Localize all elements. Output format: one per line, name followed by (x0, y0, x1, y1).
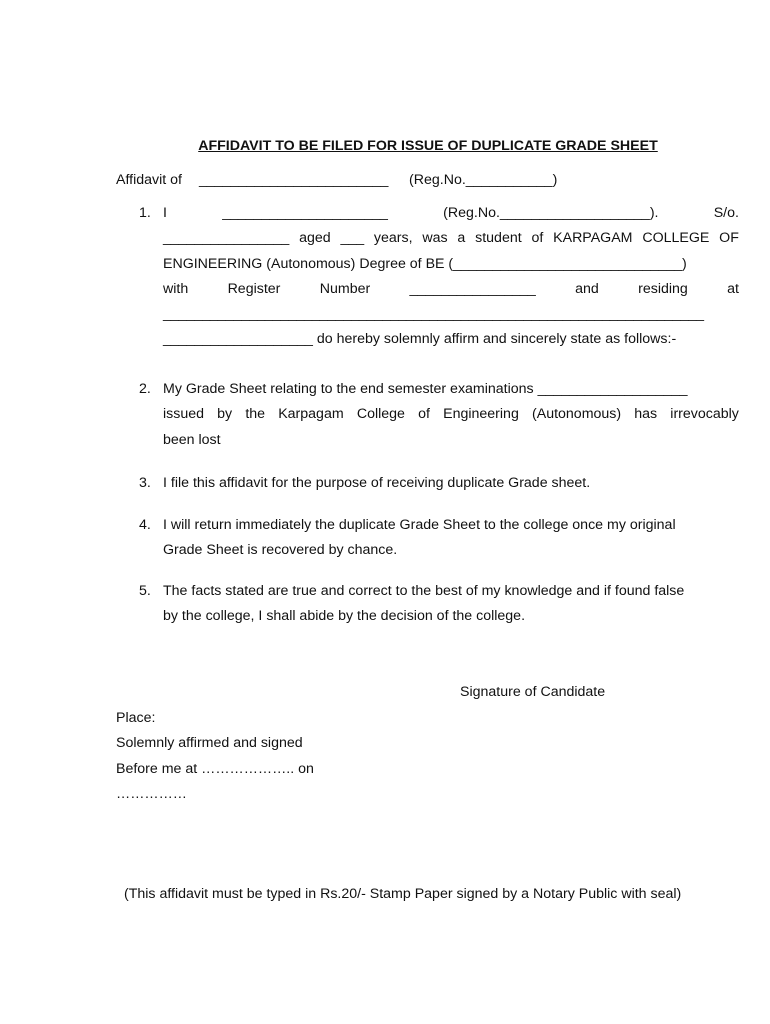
item-2-word: Engineering (443, 406, 519, 422)
item-1-word: residing (638, 281, 688, 297)
reg-no-field: (Reg.No.___________) (409, 172, 558, 188)
item-5-line-1: The facts stated are true and correct to the best of my knowledge and if found false (163, 583, 685, 599)
item-1-number: 1. (139, 205, 151, 221)
item-1-word: KARPAGAM (553, 230, 633, 246)
item-1-line-3: ENGINEERING (Autonomous) Degree of BE (_____________________________) (163, 256, 687, 272)
item-2-word: irrevocably (670, 406, 739, 422)
item-5-line-2: by the college, I shall abide by the decision of the college. (163, 608, 526, 624)
item-2-line-3: been lost (163, 432, 221, 448)
item-2-word: by (217, 406, 233, 422)
item-4-line-1: I will return immediately the duplicate Grade Sheet to the college once my original (163, 517, 676, 533)
item-1-word: _____________________ (222, 205, 388, 221)
footer-note: (This affidavit must be typed in Rs.20/- Stamp Paper signed by a Notary Public with seal) (124, 886, 682, 902)
item-1-line-1 (163, 205, 739, 221)
item-1-word: years, (373, 230, 413, 246)
item-1-word: COLLEGE (642, 230, 710, 246)
item-2-line-1: My Grade Sheet relating to the end semester examinations ___________________ (163, 381, 688, 397)
item-1-word: at (727, 281, 739, 297)
item-5-number: 5. (139, 583, 151, 599)
item-1-word: of (531, 230, 544, 246)
before-me-label: Before me at ……………….. on (116, 761, 314, 777)
affirmed-label: Solemnly affirmed and signed (116, 735, 303, 751)
item-1-word: student (475, 230, 522, 246)
item-2-word: (Autonomous) (532, 406, 622, 422)
item-2-word: issued (163, 406, 205, 422)
item-2-word: of (418, 406, 430, 422)
item-1-line-5: _____________________________________________________________________ (163, 306, 704, 322)
signature-label: Signature of Candidate (460, 684, 606, 700)
item-1-word: OF (719, 230, 739, 246)
item-2-number: 2. (139, 381, 151, 397)
item-1-line-2 (163, 230, 739, 246)
item-1-word: was (422, 230, 448, 246)
item-1-word: and (575, 281, 599, 297)
item-2-line-2 (163, 406, 739, 422)
item-3-number: 3. (139, 475, 151, 491)
item-1-word: ___ (340, 230, 365, 246)
date-dots: …………… (116, 786, 187, 802)
item-2-word: the (245, 406, 266, 422)
item-4-line-2: Grade Sheet is recovered by chance. (163, 542, 398, 558)
item-1-word: ________________ (409, 281, 536, 297)
item-4-number: 4. (139, 517, 151, 533)
place-label: Place: (116, 710, 156, 726)
item-1-word: I (163, 205, 167, 221)
document-title: AFFIDAVIT TO BE FILED FOR ISSUE OF DUPLICATE GRADE SHEET (198, 138, 658, 154)
item-1-word: with (163, 281, 189, 297)
item-2-word: has (634, 406, 658, 422)
item-2-word: Karpagam (278, 406, 344, 422)
item-1-word: S/o. (713, 205, 739, 221)
affidavit-of-label: Affidavit of (116, 172, 182, 188)
item-1-word: ________________ (163, 230, 290, 246)
item-3-line-1: I file this affidavit for the purpose of receiving duplicate Grade sheet. (163, 475, 591, 491)
item-1-line-4 (163, 281, 739, 297)
item-1-word: aged (299, 230, 331, 246)
item-1-word: Number (319, 281, 371, 297)
item-1-word: a (457, 230, 466, 246)
affidavit-of-blank: ________________________ (199, 172, 389, 188)
item-1-line-6: ___________________ do hereby solemnly affirm and sincerely state as follows:- (163, 331, 677, 347)
item-1-word: (Reg.No.___________________). (443, 205, 659, 221)
item-2-word: College (356, 406, 405, 422)
item-1-word: Register (227, 281, 281, 297)
